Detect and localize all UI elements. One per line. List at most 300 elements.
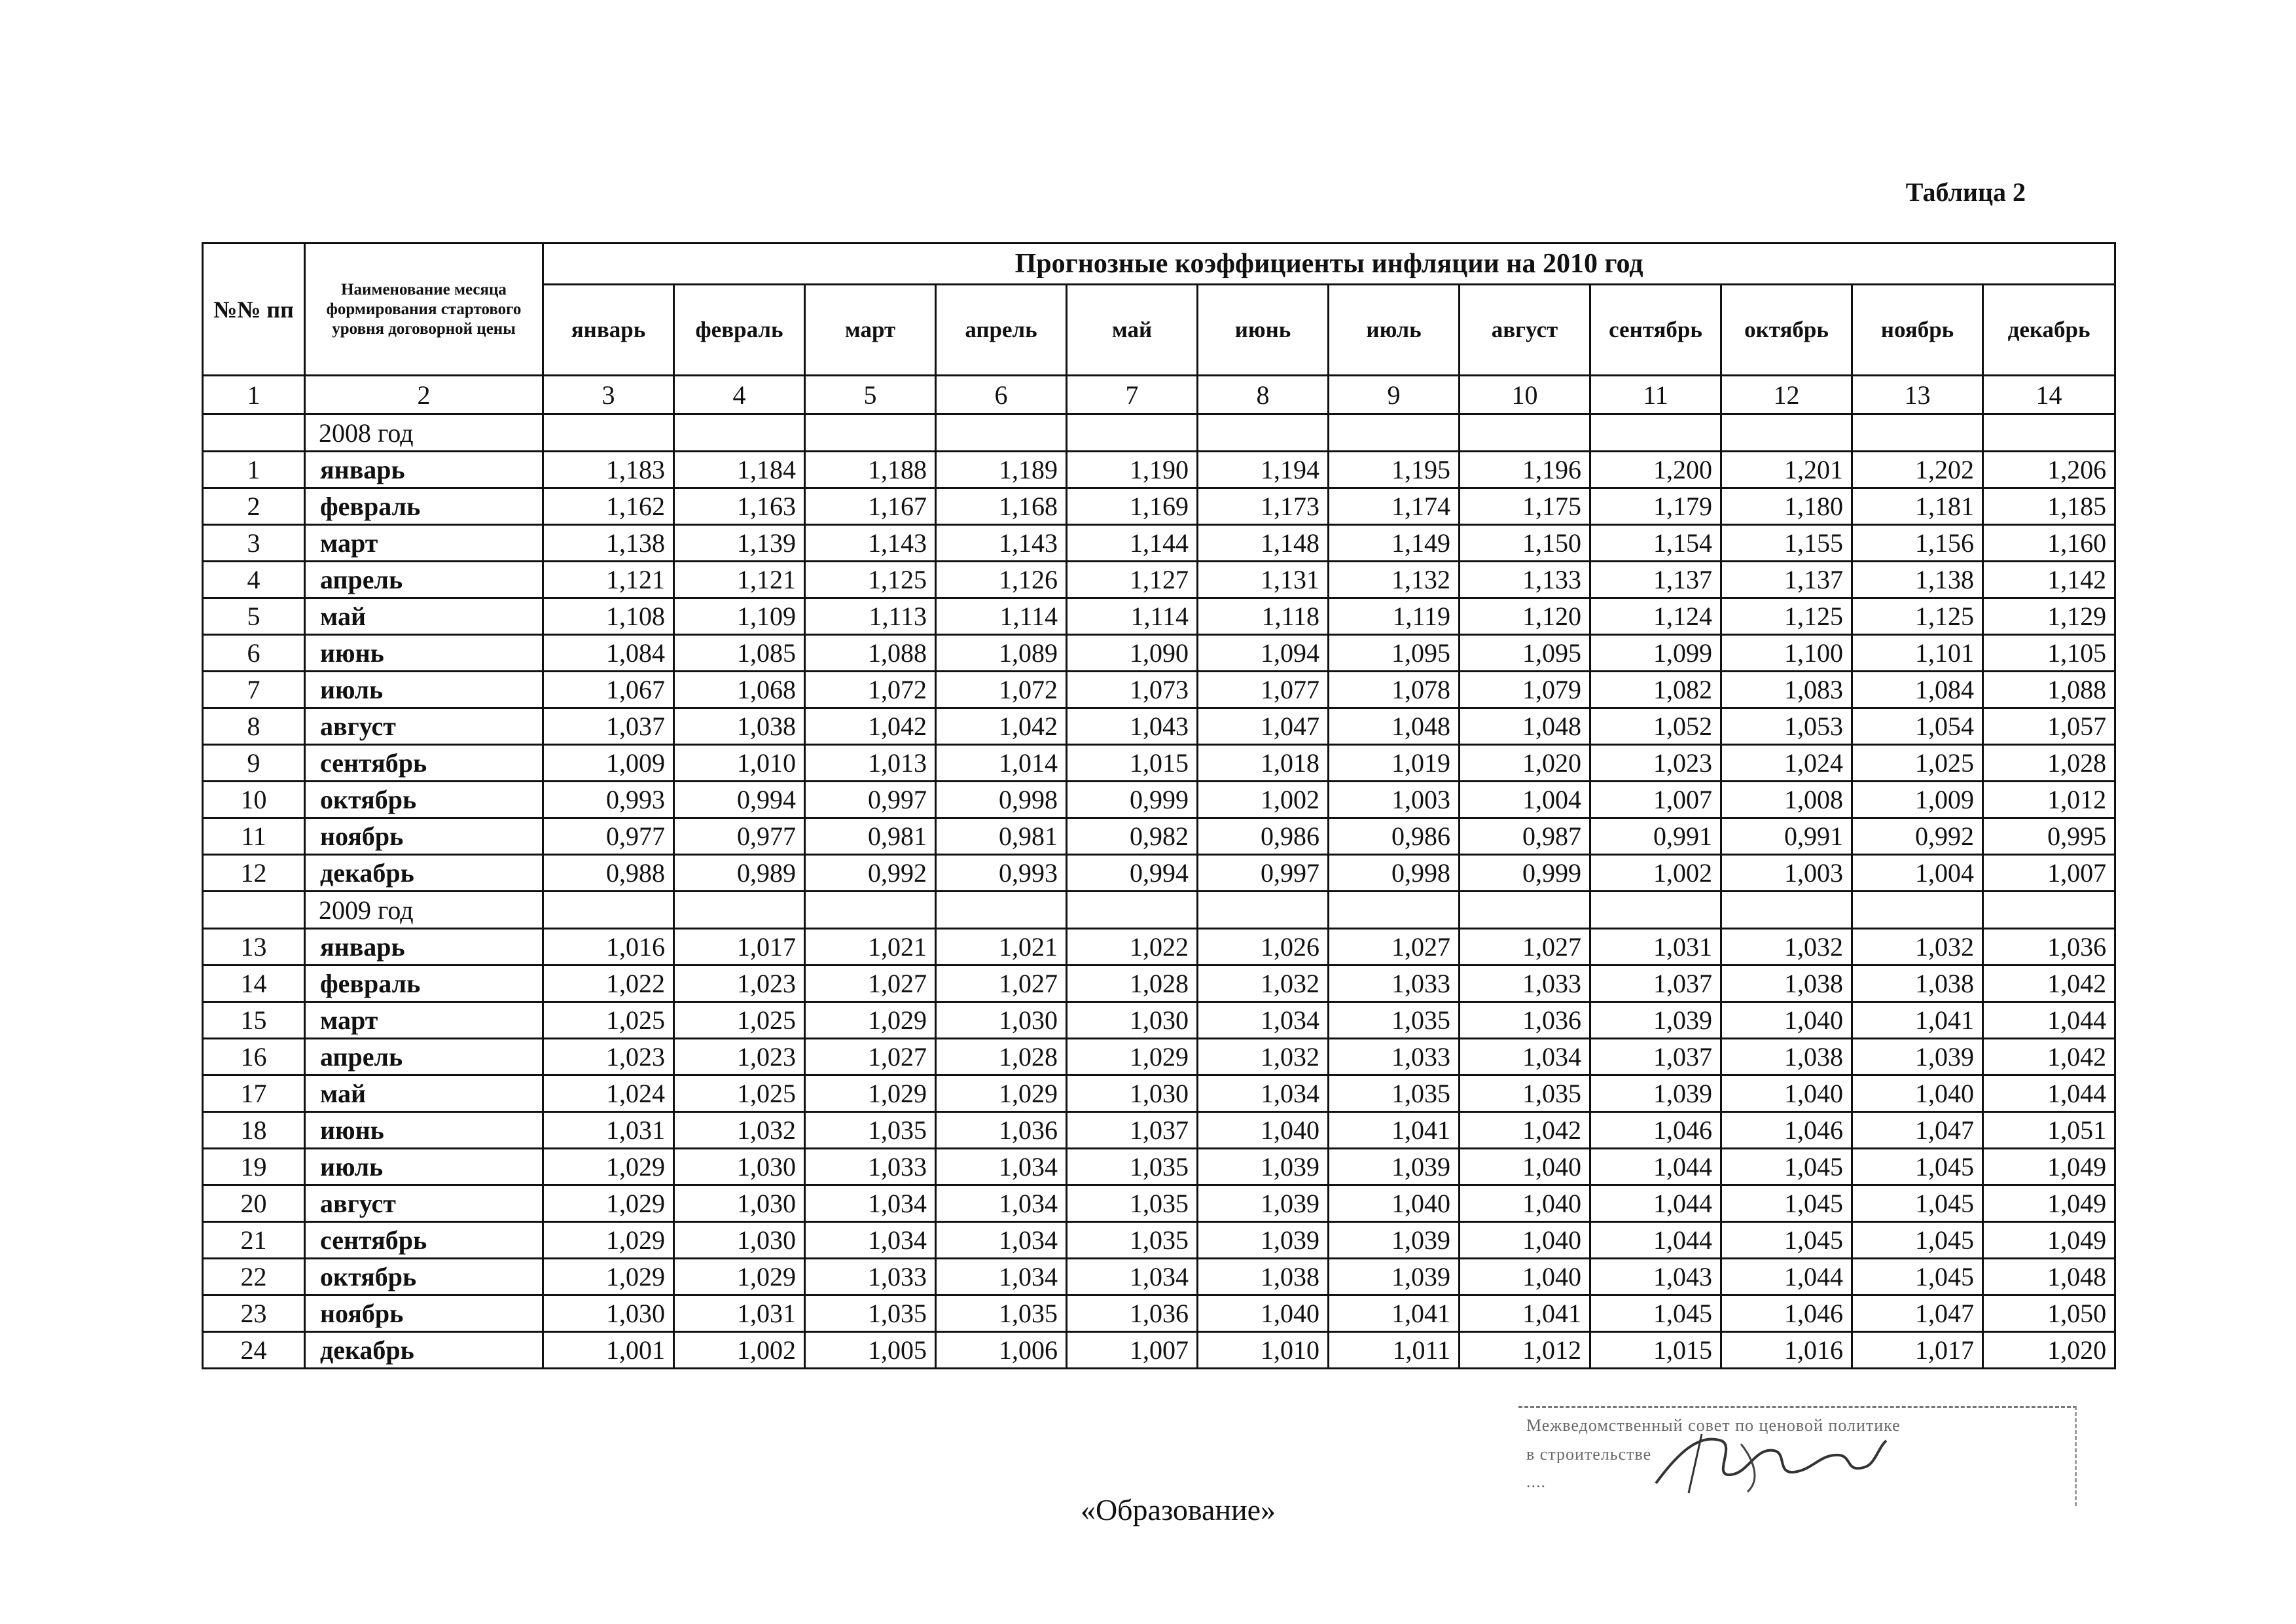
column-number: 2 [305,376,543,414]
coefficient-cell: 1,012 [1983,782,2115,818]
coefficient-cell: 1,030 [674,1185,805,1222]
coefficient-cell: 1,029 [1067,1039,1198,1075]
coefficient-cell: 1,033 [805,1259,936,1295]
coefficient-cell: 1,044 [1983,1002,2115,1039]
coefficient-cell: 1,027 [805,1039,936,1075]
coefficient-cell: 1,175 [1460,488,1590,525]
coefficient-cell: 0,999 [1067,782,1198,818]
coefficient-cell: 1,040 [1198,1295,1329,1332]
coefficient-cell: 1,039 [1198,1185,1329,1222]
header-month: январь [543,285,674,376]
row-number: 14 [203,965,305,1002]
row-month-name: август [305,1185,543,1222]
coefficient-cell: 1,133 [1460,562,1590,598]
coefficient-cell: 1,132 [1329,562,1460,598]
coefficient-cell: 1,034 [1460,1039,1590,1075]
coefficient-cell: 1,035 [1329,1075,1460,1112]
coefficient-cell: 1,077 [1198,672,1329,708]
coefficient-cell: 1,108 [543,598,674,635]
coefficient-cell: 1,042 [1983,965,2115,1002]
year-row-empty [1983,892,2115,929]
coefficient-cell: 1,041 [1329,1112,1460,1149]
row-number: 23 [203,1295,305,1332]
coefficient-cell: 1,039 [1329,1259,1460,1295]
coefficient-cell: 1,042 [805,708,936,745]
coefficient-cell: 1,143 [936,525,1067,562]
coefficient-cell: 1,025 [674,1002,805,1039]
row-month-name: сентябрь [305,745,543,782]
coefficient-cell: 1,121 [543,562,674,598]
coefficient-cell: 1,149 [1329,525,1460,562]
coefficient-cell: 1,072 [805,672,936,708]
year-label: 2009 год [305,892,543,929]
row-month-name: январь [305,452,543,488]
coefficient-cell: 1,039 [1590,1075,1721,1112]
coefficient-cell: 1,032 [674,1112,805,1149]
coefficient-cell: 1,017 [674,929,805,965]
coefficient-cell: 1,156 [1852,525,1983,562]
coefficient-cell: 1,202 [1852,452,1983,488]
coefficient-cell: 1,088 [1983,672,2115,708]
year-row-empty [1721,414,1852,452]
coefficient-cell: 1,188 [805,452,936,488]
row-month-name: июль [305,1149,543,1185]
coefficient-cell: 1,046 [1590,1112,1721,1149]
coefficient-cell: 1,023 [1590,745,1721,782]
coefficient-cell: 0,991 [1721,818,1852,855]
coefficient-cell: 1,034 [1198,1002,1329,1039]
coefficient-cell: 1,131 [1198,562,1329,598]
coefficient-cell: 1,018 [1198,745,1329,782]
coefficient-cell: 1,016 [543,929,674,965]
table-row [203,1039,2115,1075]
row-number: 4 [203,562,305,598]
coefficient-cell: 1,083 [1721,672,1852,708]
column-number: 7 [1067,376,1198,414]
coefficient-cell: 1,138 [543,525,674,562]
row-month-name: апрель [305,562,543,598]
coefficient-cell: 1,015 [1067,745,1198,782]
coefficient-cell: 1,099 [1590,635,1721,672]
coefficient-cell: 1,034 [805,1185,936,1222]
coefficient-cell: 1,034 [936,1259,1067,1295]
year-row [203,892,2115,929]
row-number: 24 [203,1332,305,1369]
column-number: 5 [805,376,936,414]
row-number: 1 [203,452,305,488]
coefficient-cell: 1,190 [1067,452,1198,488]
row-number: 18 [203,1112,305,1149]
header-month: декабрь [1983,285,2115,376]
year-row-empty [936,414,1067,452]
coefficient-cell: 1,068 [674,672,805,708]
column-number: 9 [1329,376,1460,414]
coefficient-cell: 1,052 [1590,708,1721,745]
coefficient-cell: 1,105 [1983,635,2115,672]
coefficient-cell: 1,040 [1460,1222,1590,1259]
year-row-empty [805,892,936,929]
handwritten-signature [1643,1421,1892,1500]
coefficient-cell: 1,028 [1067,965,1198,1002]
coefficient-cell: 1,032 [1852,929,1983,965]
table-row [203,452,2115,488]
coefficient-cell: 1,013 [805,745,936,782]
coefficient-cell: 1,045 [1852,1185,1983,1222]
coefficient-cell: 1,085 [674,635,805,672]
table-header [203,244,2115,376]
coefficient-cell: 1,017 [1852,1332,1983,1369]
table-row [203,1332,2115,1369]
coefficient-cell: 1,183 [543,452,674,488]
coefficient-cell: 1,045 [1721,1149,1852,1185]
coefficient-cell: 0,977 [674,818,805,855]
column-number: 11 [1590,376,1721,414]
year-row-empty [674,414,805,452]
coefficient-cell: 1,025 [543,1002,674,1039]
coefficient-cell: 1,010 [1198,1332,1329,1369]
stamp-line: в строительстве [1526,1446,1652,1463]
coefficient-cell: 1,028 [936,1039,1067,1075]
coefficient-cell: 1,033 [1329,1039,1460,1075]
coefficient-cell: 1,142 [1983,562,2115,598]
coefficient-cell: 1,008 [1721,782,1852,818]
coefficient-cell: 1,030 [1067,1002,1198,1039]
coefficient-cell: 1,034 [1198,1075,1329,1112]
coefficient-cell: 1,090 [1067,635,1198,672]
coefficient-cell: 0,994 [1067,855,1198,892]
coefficient-cell: 1,030 [543,1295,674,1332]
coefficient-cell: 1,114 [936,598,1067,635]
row-month-name: октябрь [305,1259,543,1295]
header-month-name: Наименование месяца формирования стартового уровня договорной цены [305,244,543,376]
coefficient-cell: 1,044 [1590,1222,1721,1259]
coefficient-cell: 0,991 [1590,818,1721,855]
table-body [203,376,2115,1369]
coefficient-cell: 1,043 [1067,708,1198,745]
coefficient-cell: 1,001 [543,1332,674,1369]
coefficient-cell: 1,021 [805,929,936,965]
coefficient-cell: 1,137 [1590,562,1721,598]
coefficient-cell: 1,011 [1329,1332,1460,1369]
coefficient-cell: 1,007 [1983,855,2115,892]
coefficient-cell: 1,022 [543,965,674,1002]
year-row-empty [1983,414,2115,452]
coefficient-cell: 1,044 [1983,1075,2115,1112]
coefficient-cell: 1,019 [1329,745,1460,782]
coefficient-cell: 1,002 [1590,855,1721,892]
coefficient-cell: 1,100 [1721,635,1852,672]
row-number: 12 [203,855,305,892]
year-row-empty [203,414,305,452]
table-row [203,1149,2115,1185]
coefficient-cell: 0,998 [936,782,1067,818]
coefficient-cell: 1,032 [1198,965,1329,1002]
row-month-name: март [305,525,543,562]
coefficient-cell: 1,044 [1721,1259,1852,1295]
coefficient-cell: 1,024 [543,1075,674,1112]
coefficient-cell: 1,084 [1852,672,1983,708]
footer-label: «Образование» [1080,1493,1276,1526]
coefficient-cell: 1,014 [936,745,1067,782]
coefficient-cell: 1,042 [936,708,1067,745]
row-number: 22 [203,1259,305,1295]
coefficient-cell: 1,035 [1067,1185,1198,1222]
row-month-name: октябрь [305,782,543,818]
table-row [203,818,2115,855]
header-forecast: Прогнозные коэффициенты инфляции на 2010 год [543,244,2115,285]
year-row-empty [805,414,936,452]
coefficient-cell: 0,999 [1460,855,1590,892]
coefficient-cell: 1,003 [1721,855,1852,892]
coefficient-cell: 1,036 [1983,929,2115,965]
header-month: ноябрь [1852,285,1983,376]
row-number: 20 [203,1185,305,1222]
coefficient-cell: 1,039 [1329,1149,1460,1185]
table-row [203,1222,2115,1259]
row-number: 21 [203,1222,305,1259]
coefficient-cell: 0,992 [805,855,936,892]
year-row-empty [1460,414,1590,452]
coefficient-cell: 1,126 [936,562,1067,598]
coefficient-cell: 1,044 [1590,1149,1721,1185]
header-month: март [805,285,936,376]
coefficient-cell: 1,038 [674,708,805,745]
coefficient-cell: 1,045 [1721,1222,1852,1259]
coefficient-cell: 1,029 [805,1002,936,1039]
coefficient-cell: 1,048 [1460,708,1590,745]
coefficient-cell: 1,144 [1067,525,1198,562]
coefficient-cell: 1,035 [1460,1075,1590,1112]
coefficient-cell: 1,185 [1983,488,2115,525]
coefficient-cell: 1,034 [1067,1259,1198,1295]
coefficient-cell: 1,181 [1852,488,1983,525]
coefficient-cell: 1,137 [1721,562,1852,598]
column-number: 14 [1983,376,2115,414]
coefficient-cell: 0,986 [1329,818,1460,855]
coefficient-cell: 1,049 [1983,1185,2115,1222]
coefficient-cell: 1,038 [1721,1039,1852,1075]
coefficient-cell: 1,109 [674,598,805,635]
column-number: 3 [543,376,674,414]
row-number: 7 [203,672,305,708]
row-number: 5 [203,598,305,635]
coefficient-cell: 1,045 [1852,1259,1983,1295]
year-row-empty [674,892,805,929]
year-row-empty [1721,892,1852,929]
coefficient-cell: 1,121 [674,562,805,598]
approval-stamp [1518,1406,2077,1506]
coefficient-cell: 0,992 [1852,818,1983,855]
coefficient-cell: 1,095 [1329,635,1460,672]
coefficient-cell: 1,027 [936,965,1067,1002]
header-month: апрель [936,285,1067,376]
coefficient-cell: 1,002 [1198,782,1329,818]
coefficient-cell: 1,037 [1590,965,1721,1002]
coefficient-cell: 1,040 [1852,1075,1983,1112]
coefficient-cell: 1,049 [1983,1149,2115,1185]
coefficient-cell: 1,005 [805,1332,936,1369]
coefficient-cell: 1,029 [543,1185,674,1222]
header-month: февраль [674,285,805,376]
coefficient-cell: 1,036 [936,1112,1067,1149]
table-row [203,745,2115,782]
table-row [203,488,2115,525]
coefficient-cell: 1,030 [674,1222,805,1259]
coefficient-cell: 1,029 [674,1259,805,1295]
coefficient-cell: 1,125 [1852,598,1983,635]
coefficient-cell: 1,184 [674,452,805,488]
row-number: 11 [203,818,305,855]
column-number: 6 [936,376,1067,414]
coefficient-cell: 1,039 [1329,1222,1460,1259]
coefficient-cell: 1,040 [1721,1002,1852,1039]
coefficient-cell: 1,201 [1721,452,1852,488]
coefficient-cell: 1,078 [1329,672,1460,708]
coefficient-cell: 1,009 [543,745,674,782]
coefficient-cell: 1,004 [1852,855,1983,892]
coefficient-cell: 1,021 [936,929,1067,965]
coefficient-cell: 1,029 [543,1259,674,1295]
row-month-name: декабрь [305,1332,543,1369]
coefficient-cell: 1,040 [1329,1185,1460,1222]
coefficient-cell: 1,119 [1329,598,1460,635]
coefficient-cell: 1,025 [1852,745,1983,782]
row-month-name: ноябрь [305,818,543,855]
row-month-name: сентябрь [305,1222,543,1259]
coefficient-cell: 1,072 [936,672,1067,708]
table-row [203,672,2115,708]
coefficient-cell: 1,002 [674,1332,805,1369]
year-row-empty [1460,892,1590,929]
coefficient-cell: 0,993 [543,782,674,818]
coefficient-cell: 1,160 [1983,525,2115,562]
coefficient-cell: 1,027 [1460,929,1590,965]
year-row-empty [1067,414,1198,452]
coefficient-cell: 1,124 [1590,598,1721,635]
coefficient-cell: 1,035 [1067,1149,1198,1185]
coefficient-cell: 1,033 [1329,965,1460,1002]
coefficient-cell: 1,038 [1852,965,1983,1002]
coefficient-cell: 1,036 [1460,1002,1590,1039]
coefficient-cell: 1,041 [1460,1295,1590,1332]
coefficient-cell: 1,020 [1983,1332,2115,1369]
row-number: 9 [203,745,305,782]
coefficient-cell: 1,003 [1329,782,1460,818]
coefficient-cell: 1,127 [1067,562,1198,598]
coefficient-cell: 1,039 [1198,1149,1329,1185]
coefficient-cell: 1,150 [1460,525,1590,562]
coefficient-cell: 1,045 [1852,1149,1983,1185]
coefficient-cell: 1,088 [805,635,936,672]
year-row-empty [1198,892,1329,929]
coefficient-cell: 1,040 [1198,1112,1329,1149]
coefficient-cell: 0,981 [936,818,1067,855]
coefficient-cell: 1,044 [1590,1185,1721,1222]
coefficient-cell: 0,987 [1460,818,1590,855]
coefficient-cell: 1,030 [674,1149,805,1185]
coefficient-cell: 1,067 [543,672,674,708]
coefficient-cell: 1,138 [1852,562,1983,598]
coefficient-cell: 1,084 [543,635,674,672]
coefficient-cell: 1,045 [1590,1295,1721,1332]
coefficient-cell: 1,042 [1460,1112,1590,1149]
coefficient-cell: 1,195 [1329,452,1460,488]
column-number: 10 [1460,376,1590,414]
row-month-name: май [305,1075,543,1112]
table-row [203,635,2115,672]
row-month-name: апрель [305,1039,543,1075]
row-month-name: декабрь [305,855,543,892]
coefficient-cell: 1,054 [1852,708,1983,745]
table-row [203,562,2115,598]
coefficient-cell: 1,180 [1721,488,1852,525]
year-row-empty [203,892,305,929]
coefficient-cell: 1,047 [1198,708,1329,745]
coefficient-cell: 0,997 [805,782,936,818]
year-row-empty [1329,414,1460,452]
coefficient-cell: 1,167 [805,488,936,525]
coefficient-cell: 1,027 [805,965,936,1002]
coefficient-cell: 1,029 [543,1149,674,1185]
coefficient-cell: 1,206 [1983,452,2115,488]
coefficient-cell: 1,050 [1983,1295,2115,1332]
coefficient-cell: 1,045 [1721,1185,1852,1222]
coefficient-cell: 1,024 [1721,745,1852,782]
stamp-line: .... [1526,1473,1546,1490]
coefficient-cell: 1,034 [936,1222,1067,1259]
coefficient-cell: 1,194 [1198,452,1329,488]
coefficient-cell: 1,038 [1198,1259,1329,1295]
row-number: 8 [203,708,305,745]
coefficient-cell: 1,023 [674,965,805,1002]
coefficient-cell: 1,169 [1067,488,1198,525]
coefficient-cell: 0,977 [543,818,674,855]
coefficient-cell: 1,120 [1460,598,1590,635]
year-row [203,414,2115,452]
coefficient-cell: 1,028 [1983,745,2115,782]
year-row-empty [1590,414,1721,452]
coefficient-cell: 1,196 [1460,452,1590,488]
row-number: 13 [203,929,305,965]
header-month: июнь [1198,285,1329,376]
coefficient-cell: 0,988 [543,855,674,892]
coefficient-cell: 1,026 [1198,929,1329,965]
coefficient-cell: 1,030 [936,1002,1067,1039]
coefficient-cell: 1,155 [1721,525,1852,562]
coefficient-cell: 1,010 [674,745,805,782]
year-row-empty [1852,892,1983,929]
column-number-row [203,376,2115,414]
year-row-empty [543,892,674,929]
table-row [203,1002,2115,1039]
table-row [203,965,2115,1002]
coefficient-cell: 1,042 [1983,1039,2115,1075]
coefficient-cell: 1,020 [1460,745,1590,782]
header-month: сентябрь [1590,285,1721,376]
coefficient-cell: 1,033 [1460,965,1590,1002]
coefficient-cell: 1,034 [936,1185,1067,1222]
coefficient-cell: 0,986 [1198,818,1329,855]
table-row [203,782,2115,818]
column-number: 4 [674,376,805,414]
coefficient-cell: 1,040 [1460,1259,1590,1295]
stamp-line: Межведомственный совет по ценовой политике [1526,1417,1901,1434]
row-number: 16 [203,1039,305,1075]
coefficient-cell: 1,035 [805,1112,936,1149]
coefficient-cell: 1,041 [1329,1295,1460,1332]
coefficient-cell: 1,047 [1852,1112,1983,1149]
coefficient-cell: 1,043 [1590,1259,1721,1295]
